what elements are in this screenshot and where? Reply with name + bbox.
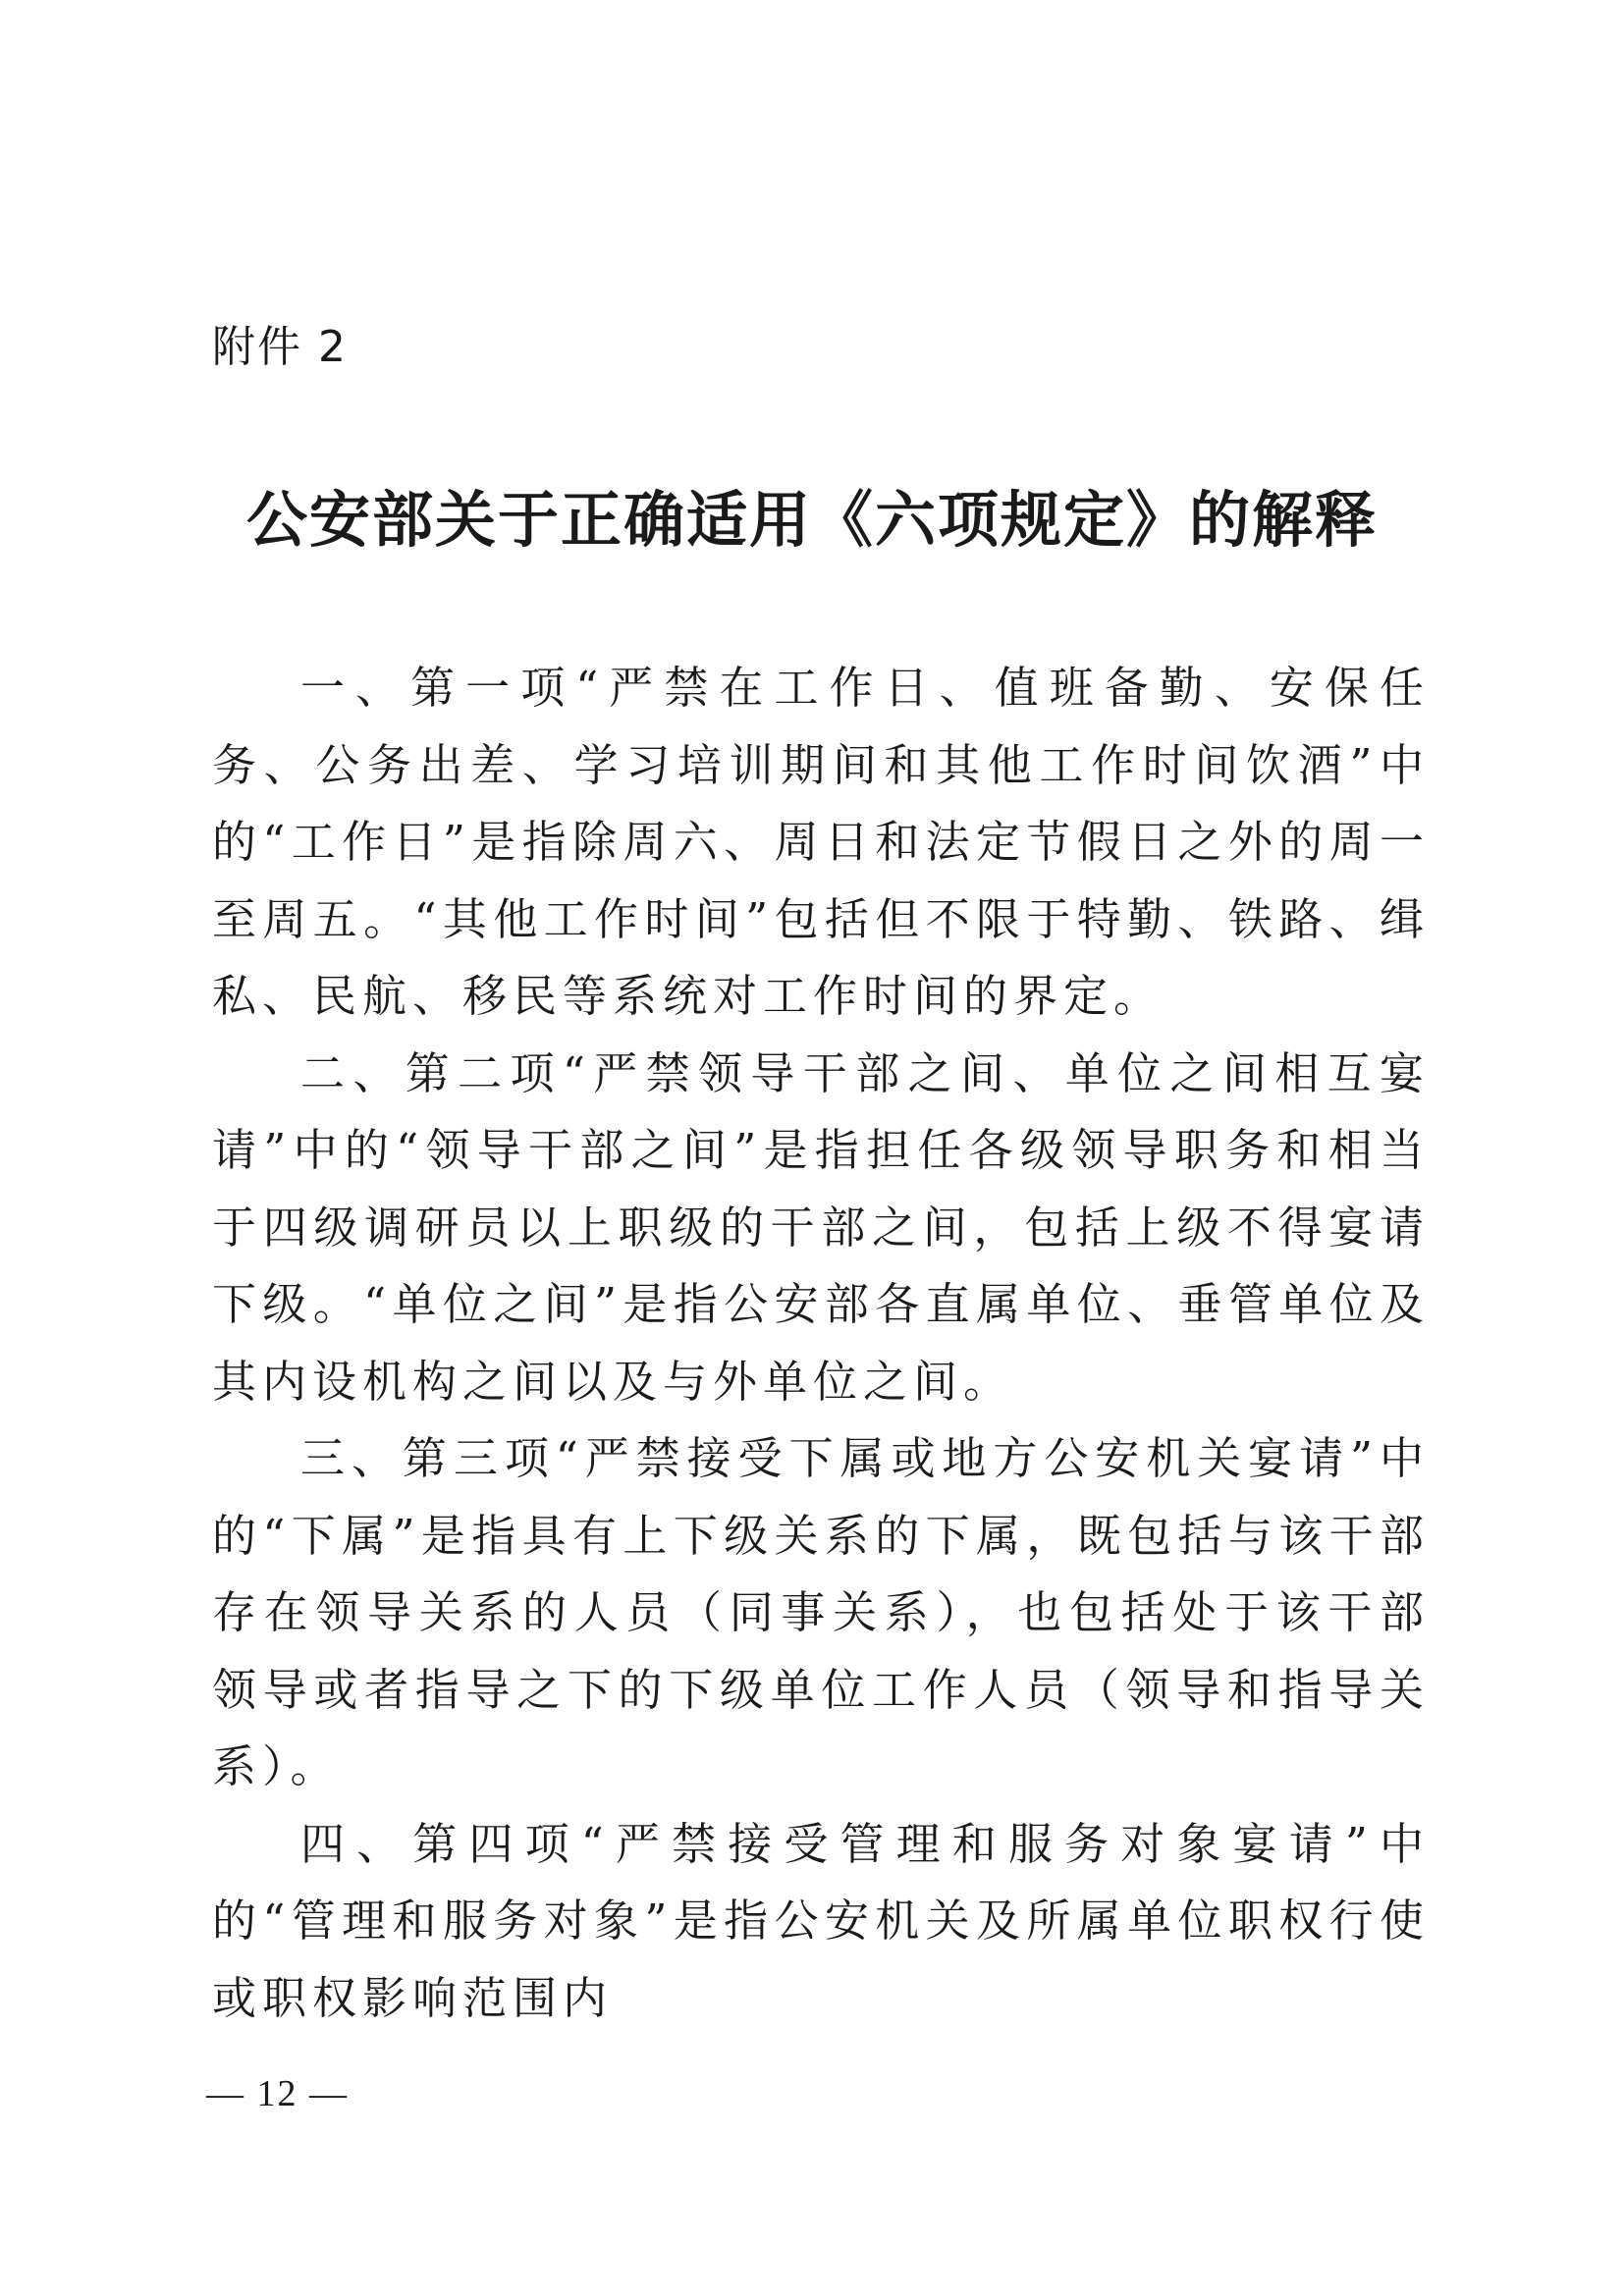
page-title: 公安部关于正确适用《六项规定》的解释 <box>245 484 1378 556</box>
page-number: — 12 — <box>206 2073 349 2114</box>
paragraph-2: 二、第二项“严禁领导干部之间、单位之间相互宴请”中的“领导干部之间”是指担任各级领导职务和相当于四级调研员以上职级的干部之间，包括上级不得宴请下级。“单位之间”是指公安部各直属单位、垂管单位及其内设机构之间以及与外单位之间。 <box>212 1046 1430 1408</box>
paragraph-4: 四、第四项“严禁接受管理和服务对象宴请”中的“管理和服务对象”是指公安机关及所属单位职权行使或职权影响范围内 <box>212 1817 1430 2024</box>
paragraph-1: 一、第一项“严禁在工作日、值班备勤、安保任务、公务出差、学习培训期间和其他工作时间饮酒”中的“工作日”是指除周六、周日和法定节假日之外的周一至周五。“其他工作时间”包括但不限于特勤、铁路、缉私、民航、移民等系统对工作时间的界定。 <box>212 662 1430 1022</box>
paragraph-3: 三、第三项“严禁接受下属或地方公安机关宴请”中的“下属”是指具有上下级关系的下属，既包括与该干部存在领导关系的人员（同事关系），也包括处于该干部领导或者指导之下的下级单位工作人员（领导和指导关系）。 <box>212 1432 1430 1792</box>
attachment-label: 附件 2 <box>212 322 348 372</box>
document-body <box>212 650 1430 2037</box>
